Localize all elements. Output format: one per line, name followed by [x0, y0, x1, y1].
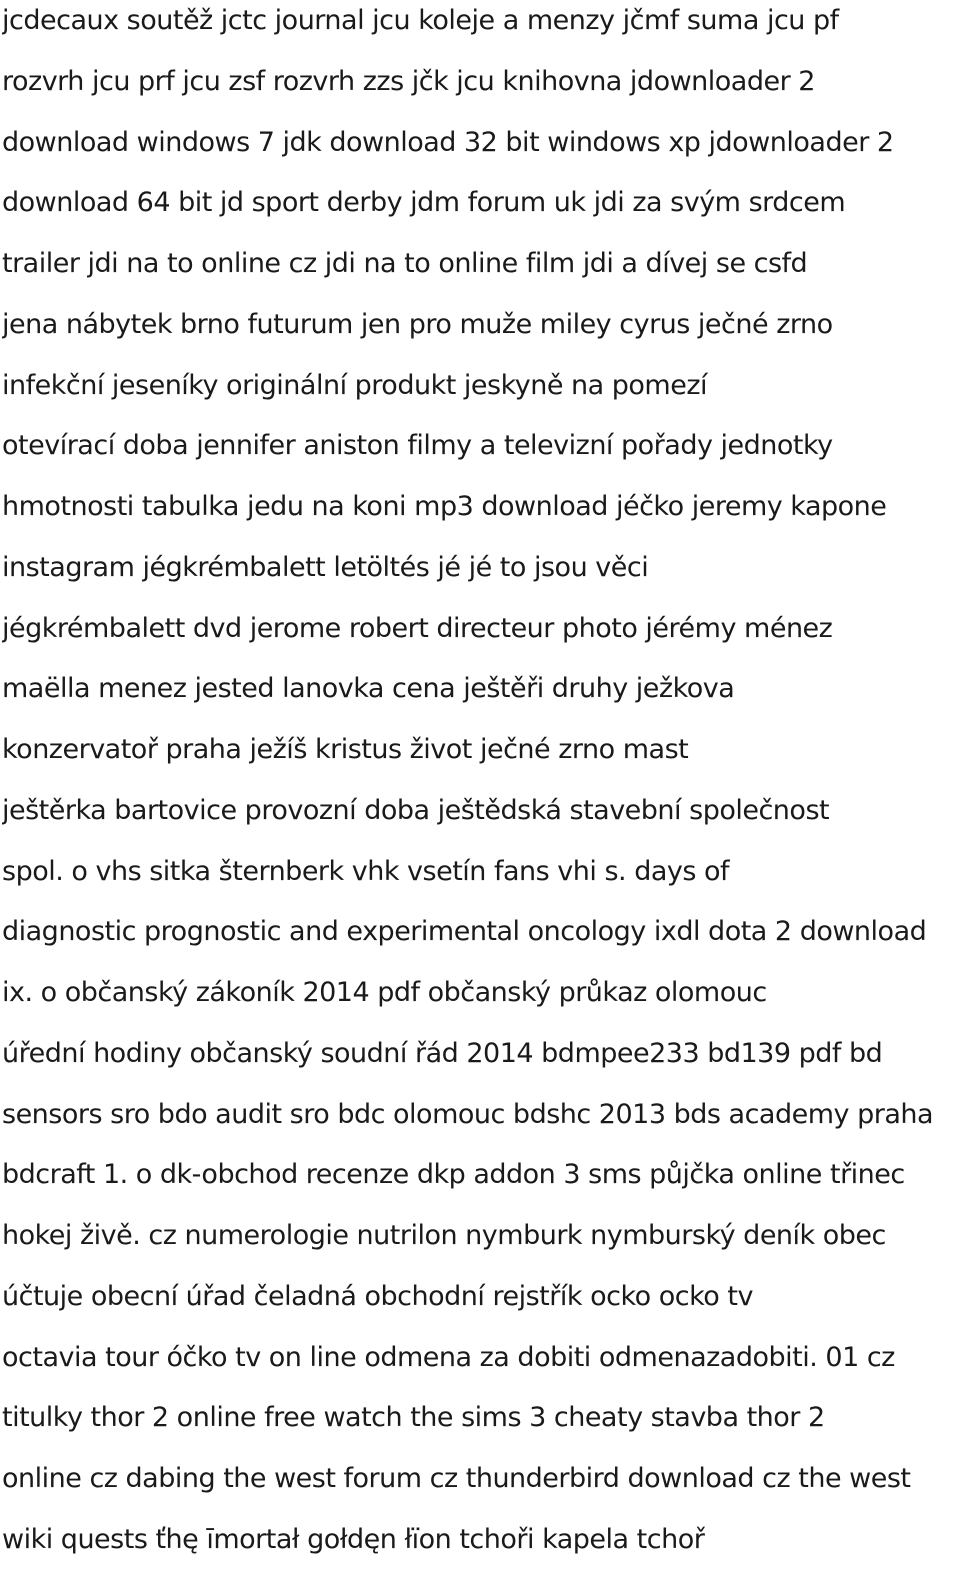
text-line-1: jcdecaux soutěž jctc journal jcu koleje a menzy jčmf suma jcu pf	[2, 5, 839, 36]
text-line-24: titulky thor 2 online free watch the sims 3 cheaty stavba thor 2	[2, 1402, 825, 1434]
text-line-25: online cz dabing the west forum cz thunderbird download cz the west	[2, 1463, 911, 1494]
text-line-3: download windows 7 jdk download 32 bit windows xp jdownloader 2	[2, 126, 894, 158]
text-line-12: maëlla menez jested lanovka cena ještěři druhy ježkova	[2, 673, 735, 705]
text-line-22: účtuje obecní úřad čeladná obchodní rejstřík ocko ocko tv	[2, 1280, 753, 1312]
text-line-13: konzervatoř praha ježíš kristus život ječné zrno mast	[2, 734, 689, 765]
text-line-8: otevírací doba jennifer aniston filmy a televizní pořady jednotky	[2, 430, 833, 462]
text-line-19: sensors sro bdo audit sro bdc olomouc bdshc 2013 bds academy praha	[2, 1098, 934, 1130]
text-line-23: octavia tour óčko tv on line odmena za dobiti odmenazadobiti. 01 cz	[2, 1341, 895, 1373]
text-line-10: instagram jégkrémbalett letöltés jé jé to jsou věci	[2, 551, 649, 583]
text-line-9: hmotnosti tabulka jedu na koni mp3 download jéčko jeremy kapone	[2, 491, 887, 522]
text-line-17: ix. o občanský zákoník 2014 pdf občanský průkaz olomouc	[2, 977, 767, 1008]
text-line-5: trailer jdi na to online cz jdi na to online film jdi a dívej se csfd	[2, 248, 808, 279]
text-line-4: download 64 bit jd sport derby jdm forum uk jdi za svým srdcem	[2, 187, 846, 219]
text-line-18: úřední hodiny občanský soudní řád 2014 bdmpee233 bd139 pdf bd	[2, 1037, 883, 1069]
text-line-20: bdcraft 1. o dk-obchod recenze dkp addon 3 sms půjčka online třinec	[2, 1159, 905, 1191]
text-line-14: ještěrka bartovice provozní doba ještědská stavební společnost	[2, 794, 830, 826]
text-line-2: rozvrh jcu prf jcu zsf rozvrh zzs jčk jcu knihovna jdownloader 2	[2, 65, 815, 97]
text-line-21: hokej živě. cz numerologie nutrilon nymburk nymburský deník obec	[2, 1220, 886, 1251]
text-line-15: spol. o vhs sitka šternberk vhk vsetín fans vhi s. days of	[2, 855, 730, 887]
text-line-16: diagnostic prognostic and experimental oncology ixdl dota 2 download	[2, 916, 927, 948]
document-body	[2, 0, 960, 1580]
text-line-7: infekční jeseníky originální produkt jeskyně na pomezí	[2, 369, 708, 401]
text-line-11: jégkrémbalett dvd jerome robert directeur photo jérémy ménez	[2, 612, 833, 644]
text-line-26: wiki quests ťhę īmortał gołdęn łïon tchoři kapela tchoř	[2, 1523, 705, 1555]
text-line-6: jena nábytek brno futurum jen pro muže miley cyrus ječné zrno	[2, 308, 833, 340]
